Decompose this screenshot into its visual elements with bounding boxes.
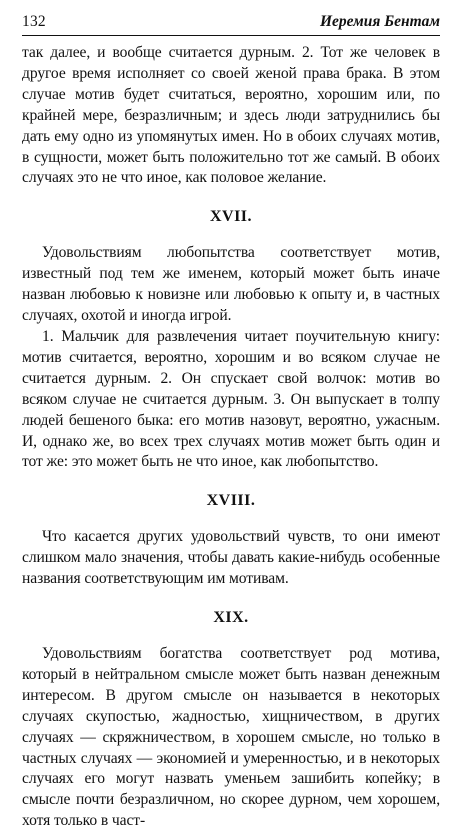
section-heading: XVIII. xyxy=(206,492,256,510)
paragraph: Что касается других удовольствий чувств, то они имеют слишком мало значения, чтобы давать какие-нибудь особенные названия соответствующим им мотивам. xyxy=(22,528,440,588)
running-header xyxy=(22,12,440,36)
paragraph: Удовольствиям любопытства соответствует мотив, известный под тем же именем, который может быть иначе назван любовью к новизне или любовью к опыту и, в частных случаях, охотой и иногда игрой. xyxy=(22,244,440,325)
section-heading: XVII. xyxy=(209,208,253,226)
body-text xyxy=(22,43,440,832)
page-number: 132 xyxy=(22,13,46,30)
book-page xyxy=(22,12,440,832)
section-heading: XIX. xyxy=(213,609,249,627)
running-title: Иеремия Бентам xyxy=(319,13,440,30)
paragraph: Удовольствиям богатства соответствует род мотива, который в нейтральном смысле может быть назван денежным интересом. В другом смысле он называется в некоторых случаях скупостью, жадностью, хищничеством, в других случаях — скряжничеством, в хорошем смысле, но только в частных случаях — экономией и умеренностью, и в некоторых случаях его могут назвать уменьем зашибить копейку; в смысле почти безразличном, но скорее дурном, чем хорошем, хотя только в част- xyxy=(22,645,440,830)
paragraph: так далее, и вообще считается дурным. 2. Тот же человек в другое время исполняет со своей женой права брака. В этом случае мотив будет считаться, вероятно, хорошим или, по крайней мере, безразличным; и здесь люди затруднились бы дать ему одно из упомянутых имен. Но в обоих случаях мотив, в сущности, может быть положительно тот же самый. В обоих случаях это не что иное, как половое желание. xyxy=(22,44,440,187)
paragraph: 1. Мальчик для развлечения читает поучительную книгу: мотив считается, вероятно, хорошим и во всяком случае не считается дурным. 2. Он спускает свой волчок: мотив во всяком случае не считается дурным. 3. Он выпускает в толпу людей бешеного быка: его мотив назовут, вероятно, ужасным. И, однако же, во всех трех случаях мотив может быть один и тот же: это может быть не что иное, как любопытство. xyxy=(22,327,440,471)
